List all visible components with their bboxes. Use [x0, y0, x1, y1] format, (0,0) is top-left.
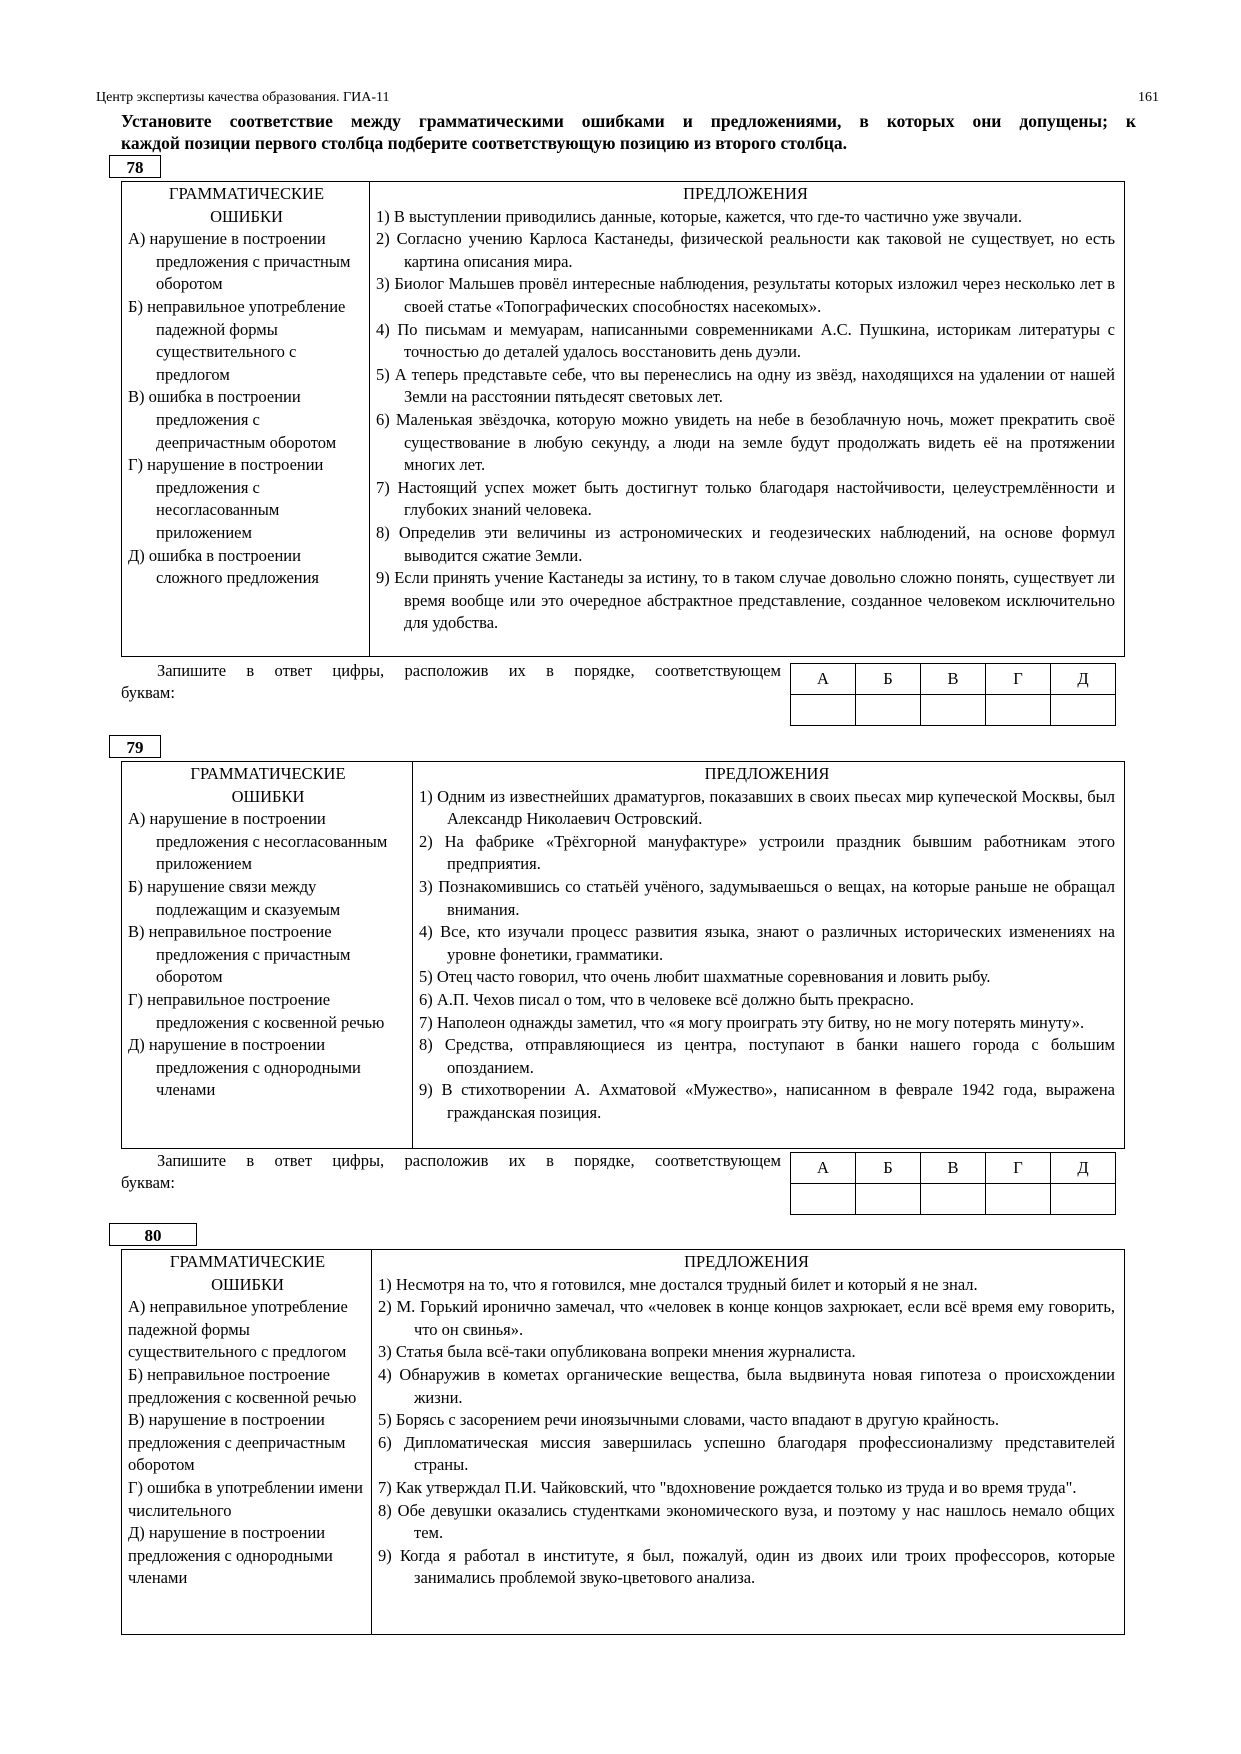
sentence-item: 8) Средства, отправляющиеся из центра, поступают в банки нашего города с большим опозданием.: [419, 1035, 1115, 1077]
sentence-item: 9) Если принять учение Кастанеды за истину, то в таком случае довольно сложно понять, существует ли время вообще или это очередное абстрактное представление, созданное человеком исключительно для удобства.: [376, 568, 1115, 633]
column-heading: ПРЕДЛОЖЕНИЯ: [704, 764, 830, 783]
error-item: А) неправильное употребление падежной формы существительного с предлогом: [128, 1297, 348, 1362]
sentence-item: 2) На фабрике «Трёхгорной мануфактуре» устроили праздник бывшим работникам этого предприятия.: [419, 831, 1115, 874]
grid-letter: Б: [856, 664, 921, 695]
sentence-item: 1) В выступлении приводились данные, которые, кажется, что где-то частично уже звучали.: [376, 206, 1022, 226]
column-heading: ГРАММАТИЧЕСКИЕ: [190, 764, 346, 783]
grid-letter: В: [921, 664, 986, 695]
error-item: Г) ошибка в употреблении имени числительного: [128, 1477, 363, 1520]
error-item: Г) нарушение в построении предложения с несогласованным приложением: [128, 455, 324, 542]
sentence-item: 9) Когда я работал в институте, я был, пожалуй, один из двоих или троих профессоров, которые занимались проблемой звуко-цветового анализа.: [378, 1545, 1115, 1588]
errors-column: [122, 762, 413, 1148]
error-item: Б) нарушение связи между подлежащим и сказуемым: [128, 876, 341, 919]
error-item: А) нарушение в построении предложения с причастным оборотом: [128, 229, 351, 294]
error-item: В) неправильное построение предложения с причастным оборотом: [128, 922, 351, 987]
answer-prompt: [121, 660, 781, 704]
sentence-item: 5) Борясь с засорением речи иноязычными словами, часто впадают в другую крайность.: [378, 1410, 1000, 1430]
task-number: 80: [109, 1223, 197, 1246]
grid-letter: Г: [986, 1153, 1051, 1184]
instruction-line: Установите соответствие между грамматическими ошибками и предложениями, в которых они допущены; к: [121, 111, 1136, 131]
grid-letter: А: [791, 664, 856, 695]
sentence-item: 1) Несмотря на то, что я готовился, мне достался трудный билет и который я не знал.: [378, 1274, 978, 1294]
header-org: Центр экспертизы качества образования. ГИА-11: [96, 90, 390, 105]
error-item: В) ошибка в построении предложения с деепричастным оборотом: [128, 387, 337, 452]
sentence-item: 8) Обе девушки оказались студентками экономического вуза, и поэтому у нас нашлось немало общих тем.: [378, 1500, 1115, 1543]
sentence-item: 3) Познакомившись со статьёй учёного, задумываешься о вещах, на которые раньше не обращал внимания.: [419, 876, 1115, 919]
answer-cell[interactable]: [856, 1184, 921, 1215]
sentence-item: 7) Наполеон однажды заметил, что «я могу проиграть эту битву, но не могу потерять минуту».: [419, 1012, 1085, 1032]
answer-cell[interactable]: [791, 1184, 856, 1215]
answer-grid: [790, 1152, 1116, 1215]
answer-prompt-line: буквам:: [121, 1173, 175, 1192]
answer-prompt-line: Запишите в ответ цифры, расположив их в порядке, соответствующем: [157, 1151, 781, 1170]
answer-cell[interactable]: [921, 1184, 986, 1215]
answer-cell[interactable]: [921, 695, 986, 726]
sentence-item: 2) Согласно учению Карлоса Кастанеды, физической реальности как таковой не существует, но есть картина описания мира.: [376, 229, 1115, 271]
task-table: [121, 761, 1125, 1149]
sentence-item: 8) Определив эти величины из астрономических и геодезических наблюдений, на основе формул выводится сжатие Земли.: [376, 522, 1115, 565]
answer-prompt-line: буквам:: [121, 683, 175, 702]
task-number: 78: [109, 155, 161, 178]
column-heading: ОШИБКИ: [210, 206, 283, 226]
answer-cell[interactable]: [1051, 695, 1116, 726]
error-item: Д) нарушение в построении предложения с однородными членами: [128, 1523, 333, 1588]
grid-letter: Д: [1051, 1153, 1116, 1184]
answer-cell[interactable]: [986, 695, 1051, 726]
sentences-column: [370, 182, 1124, 656]
sentence-item: 6) А.П. Чехов писал о том, что в человеке всё должно быть прекрасно.: [419, 989, 915, 1009]
grid-letter: В: [921, 1153, 986, 1184]
sentence-item: 1) Одним из известнейших драматургов, показавших в своих пьесах мир купеческой Москвы, был Александр Николаевич Островский.: [419, 786, 1115, 829]
instruction: [121, 110, 1136, 154]
column-heading: ПРЕДЛОЖЕНИЯ: [684, 1252, 809, 1271]
sentence-item: 6) Маленькая звёздочка, которую можно увидеть на небе в безоблачную ночь, может прекратить своё существование в любую секунду, а люди на земле будут продолжать видеть её на протяжении многих лет.: [376, 409, 1115, 475]
error-item: Б) неправильное употребление падежной формы существительного с предлогом: [128, 296, 346, 384]
instruction-line: каждой позиции первого столбца подберите соответствующую позицию из второго столбца.: [121, 133, 847, 153]
grid-letter: Г: [986, 664, 1051, 695]
sentence-item: 4) Обнаружив в кометах органические вещества, была выдвинута новая гипотеза о происхождении жизни.: [378, 1364, 1115, 1407]
sentences-column: [413, 762, 1124, 1148]
column-heading: ГРАММАТИЧЕСКИЕ: [169, 1252, 326, 1271]
answer-cell[interactable]: [791, 695, 856, 726]
task-table: [121, 181, 1125, 657]
answer-prompt: [121, 1150, 781, 1194]
sentence-item: 3) Биолог Мальшев провёл интересные наблюдения, результаты которых изложил через несколько лет в своей статье «Топографических способностях насекомых».: [376, 274, 1115, 316]
answer-cell[interactable]: [986, 1184, 1051, 1215]
column-heading: ОШИБКИ: [231, 786, 305, 806]
answer-cell[interactable]: [856, 695, 921, 726]
sentence-item: 5) А теперь представьте себе, что вы перенеслись на одну из звёзд, находящихся на удалении от нашей Земли на расстоянии пятьдесят световых лет.: [376, 364, 1115, 407]
sentence-item: 2) М. Горький иронично замечал, что «человек в конце концов захрюкает, если всё время ему говорить, что он свинья».: [378, 1297, 1115, 1339]
page-number: 161: [1138, 90, 1159, 105]
task-table: [121, 1249, 1125, 1635]
answer-grid: [790, 663, 1116, 726]
sentence-item: 7) Настоящий успех может быть достигнут только благодаря настойчивости, целеустремлённости и глубоких знаний человека.: [376, 477, 1115, 520]
error-item: Б) неправильное построение предложения с косвенной речью: [128, 1364, 357, 1407]
column-heading: ГРАММАТИЧЕСКИЕ: [168, 184, 325, 203]
errors-column: [122, 182, 370, 656]
error-item: В) нарушение в построении предложения с деепричастным оборотом: [128, 1410, 346, 1475]
error-item: Д) нарушение в построении предложения с однородными членами: [128, 1035, 361, 1100]
error-item: А) нарушение в построении предложения с несогласованным приложением: [128, 809, 388, 874]
sentence-item: 7) Как утверждал П.И. Чайковский, что "вдохновение рождается только из труда и во время труда".: [378, 1477, 1077, 1497]
sentence-item: 9) В стихотворении А. Ахматовой «Мужество», написанном в феврале 1942 года, выражена гражданская позиция.: [419, 1080, 1115, 1122]
sentence-item: 5) Отец часто говорил, что очень любит шахматные соревнования и ловить рыбу.: [419, 967, 991, 987]
sentence-item: 4) Все, кто изучали процесс развития языка, знают о различных исторических изменениях на уровне фонетики, грамматики.: [419, 922, 1115, 964]
task-number: 79: [109, 735, 161, 758]
error-item: Г) неправильное построение предложения с косвенной речью: [128, 989, 385, 1032]
sentence-item: 6) Дипломатическая миссия завершилась успешно благодаря профессионализму представителей страны.: [378, 1432, 1115, 1475]
column-heading: ОШИБКИ: [211, 1274, 284, 1294]
answer-cell[interactable]: [1051, 1184, 1116, 1215]
sentence-item: 4) По письмам и мемуарам, написанными современниками А.С. Пушкина, историкам литературы с точностью до деталей удалось восстановить день дуэли.: [376, 319, 1115, 362]
grid-letter: Д: [1051, 664, 1116, 695]
grid-letter: А: [791, 1153, 856, 1184]
sentence-item: 3) Статья была всё-таки опубликована вопреки мнения журналиста.: [378, 1342, 856, 1362]
grid-letter: Б: [856, 1153, 921, 1184]
column-heading: ПРЕДЛОЖЕНИЯ: [683, 184, 808, 203]
errors-column: [122, 1250, 372, 1634]
error-item: Д) ошибка в построении сложного предложения: [128, 545, 320, 588]
answer-prompt-line: Запишите в ответ цифры, расположив их в порядке, соответствующем: [157, 661, 781, 680]
sentences-column: [372, 1250, 1124, 1634]
